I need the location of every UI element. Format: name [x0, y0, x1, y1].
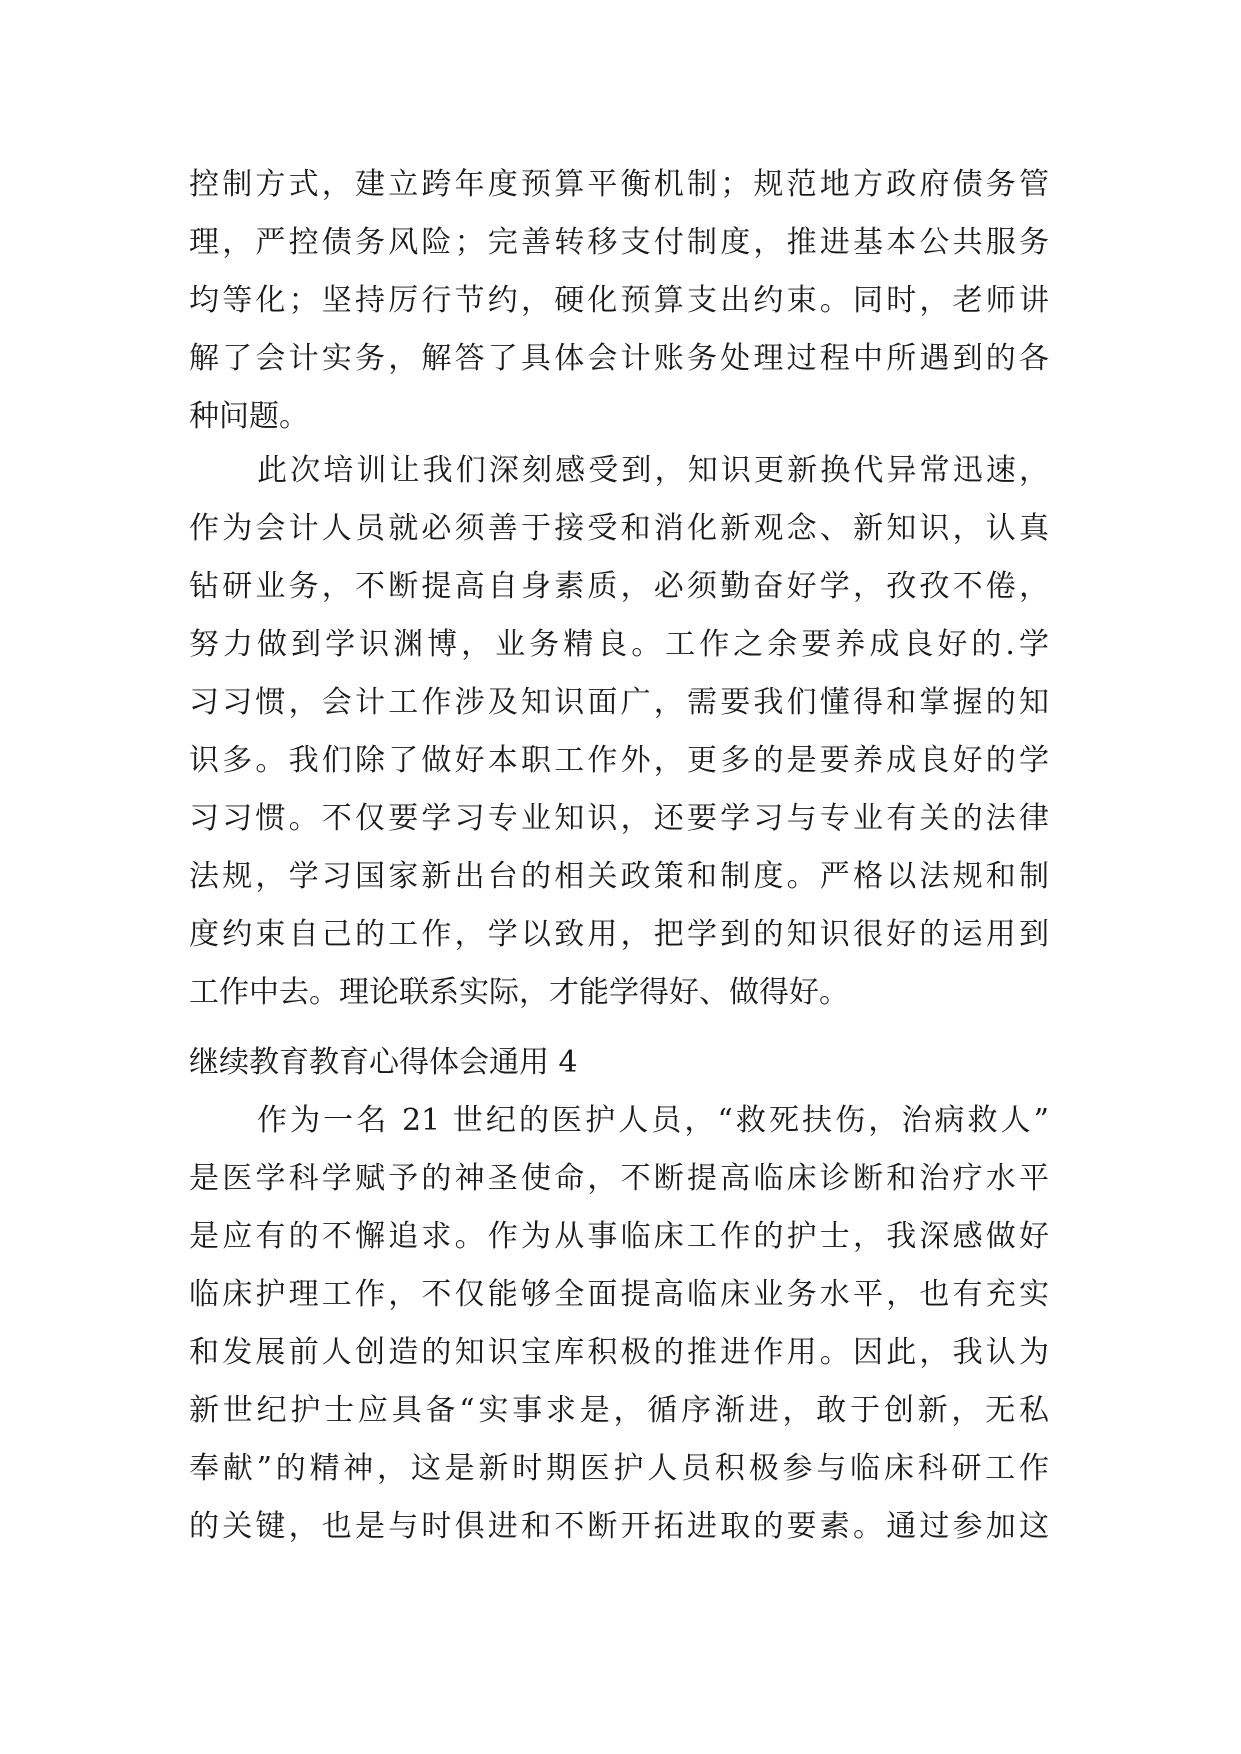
- paragraph-line: 解了会计实务，解答了具体会计账务处理过程中所遇到的各: [189, 341, 1049, 376]
- paragraph-line: 习习惯，会计工作涉及知识面广，需要我们懂得和掌握的知: [189, 685, 1049, 720]
- paragraph-line: 理，严控债务风险；完善转移支付制度，推进基本公共服务: [189, 225, 1049, 260]
- paragraph-line: 钻研业务，不断提高自身素质，必须勤奋好学，孜孜不倦，: [189, 569, 1049, 604]
- paragraph-line: 努力做到学识渊博，业务精良。工作之余要养成良好的.学: [189, 627, 1049, 662]
- paragraph-line: 是医学科学赋予的神圣使命，不断提高临床诊断和治疗水平: [189, 1161, 1049, 1196]
- paragraph-line: 是应有的不懈追求。作为从事临床工作的护士，我深感做好: [189, 1219, 1049, 1254]
- paragraph-line: 的关键，也是与时俱进和不断开拓进取的要素。通过参加这: [189, 1509, 1049, 1544]
- paragraph-line: 奉献”的精神，这是新时期医护人员积极参与临床科研工作: [189, 1451, 1049, 1486]
- paragraph-line: 控制方式，建立跨年度预算平衡机制；规范地方政府债务管: [189, 167, 1049, 202]
- paragraph-line: 临床护理工作，不仅能够全面提高临床业务水平，也有充实: [189, 1277, 1049, 1312]
- paragraph-first-line: 此次培训让我们深刻感受到，知识更新换代异常迅速，: [257, 453, 1049, 488]
- paragraph-line: 习习惯。不仅要学习专业知识，还要学习与专业有关的法律: [189, 801, 1049, 836]
- paragraph-line: 种问题。: [189, 399, 309, 434]
- paragraph-line: 识多。我们除了做好本职工作外，更多的是要养成良好的学: [189, 743, 1049, 778]
- paragraph-line: 均等化；坚持厉行节约，硬化预算支出约束。同时，老师讲: [189, 283, 1049, 318]
- paragraph-line: 度约束自己的工作，学以致用，把学到的知识很好的运用到: [189, 917, 1049, 952]
- paragraph-3: [189, 1092, 1049, 1556]
- paragraph-line: 工作中去。理论联系实际，才能学得好、做得好。: [189, 975, 849, 1010]
- paragraph-2: [189, 442, 1049, 1022]
- paragraph-line: 和发展前人创造的知识宝库积极的推进作用。因此，我认为: [189, 1335, 1049, 1370]
- section-heading-block: [189, 1034, 1049, 1092]
- paragraph-1: [189, 156, 1049, 446]
- paragraph-line: 新世纪护士应具备“实事求是，循序渐进，敢于创新，无私: [189, 1393, 1049, 1428]
- paragraph-line: 作为会计人员就必须善于接受和消化新观念、新知识，认真: [189, 511, 1049, 546]
- paragraph-line: 法规，学习国家新出台的相关政策和制度。严格以法规和制: [189, 859, 1049, 894]
- paragraph-first-line: 作为一名 21 世纪的医护人员，“救死扶伤，治病救人”: [257, 1103, 1049, 1138]
- section-heading: 继续教育教育心得体会通用 4: [189, 1045, 578, 1080]
